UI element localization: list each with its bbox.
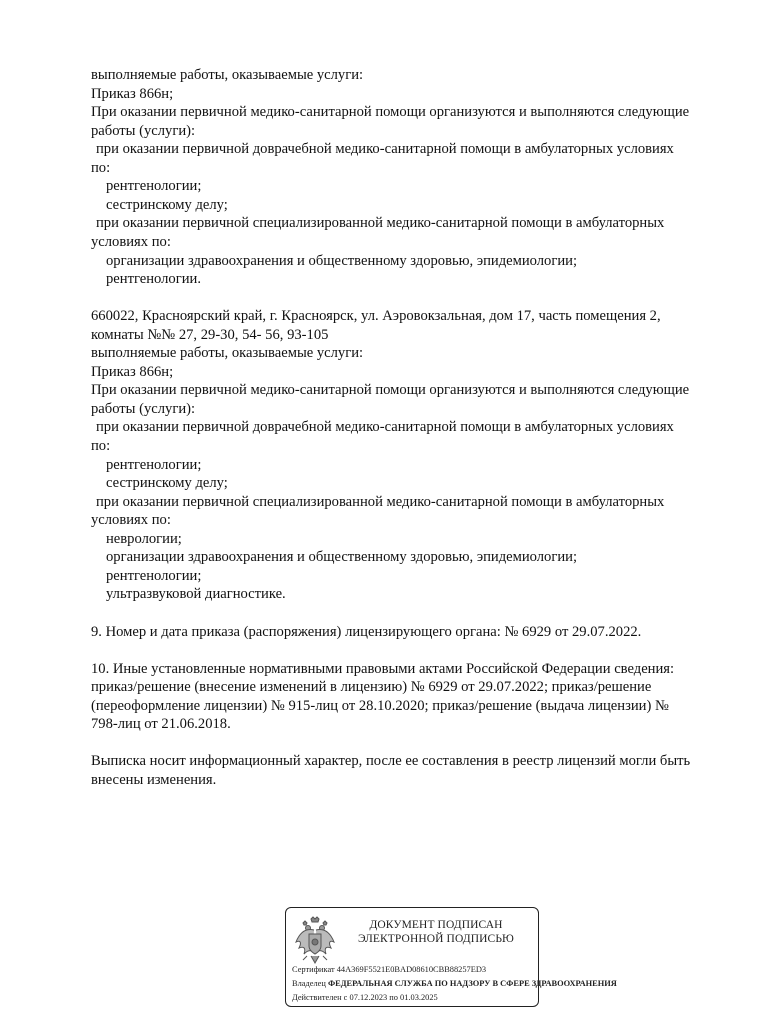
certificate-label: Сертификат bbox=[292, 965, 335, 974]
text-line: При оказании первичной медико-санитарной помощи организуются и выполняются следующие bbox=[91, 104, 690, 121]
text-line: выполняемые работы, оказываемые услуги: bbox=[91, 345, 364, 362]
certificate-value: 44A369F5521E0BAD08610CBB88257ED3 bbox=[336, 965, 487, 974]
text-line: При оказании первичной медико-санитарной помощи организуются и выполняются следующие bbox=[91, 382, 690, 399]
stamp-certificate bbox=[292, 965, 486, 974]
text-line: организации здравоохранения и общественному здоровью, эпидемиологии; bbox=[106, 252, 578, 269]
text-line: рентгенологии; bbox=[106, 178, 202, 195]
owner-label: Владелец bbox=[292, 979, 326, 988]
text-line: приказ/решение (внесение изменений в лицензию) № 6929 от 29.07.2022; приказ/решение bbox=[91, 679, 652, 696]
text-line: Выписка носит информационный характер, после ее составления в реестр лицензий могли быть bbox=[91, 753, 691, 770]
text-line: по: bbox=[91, 159, 111, 176]
text-line: 10. Иные установленные нормативными правовыми актами Российской Федерации сведения: bbox=[91, 660, 675, 677]
text-line: (переоформление лицензии) № 915-лиц от 28.10.2020; приказ/решение (выдача лицензии) № bbox=[91, 697, 669, 714]
text-line: при оказании первичной специализированной медико-санитарной помощи в амбулаторных bbox=[96, 215, 665, 232]
text-line: неврологии; bbox=[106, 530, 182, 547]
stamp-validity bbox=[292, 993, 438, 1002]
stamp-title-line1: ДОКУМЕНТ ПОДПИСАН bbox=[369, 919, 503, 931]
text-line: Приказ 866н; bbox=[91, 363, 174, 380]
owner-value: ФЕДЕРАЛЬНАЯ СЛУЖБА ПО НАДЗОРУ В СФЕРЕ ЗДРАВООХРАНЕНИЯ bbox=[327, 979, 617, 988]
text-line: при оказании первичной доврачебной медико-санитарной помощи в амбулаторных условиях bbox=[96, 141, 674, 158]
text-line: выполняемые работы, оказываемые услуги: bbox=[91, 67, 364, 83]
text-line: внесены изменения. bbox=[91, 771, 217, 788]
text-line: 9. Номер и дата приказа (распоряжения) лицензирующего органа: № 6929 от 29.07.2022. bbox=[91, 623, 642, 640]
text-line: организации здравоохранения и общественному здоровью, эпидемиологии; bbox=[106, 549, 578, 566]
text-line: комнаты №№ 27, 29-30, 54- 56, 93-105 bbox=[91, 326, 329, 343]
text-line: сестринскому делу; bbox=[106, 475, 228, 492]
electronic-signature-stamp bbox=[285, 907, 617, 1007]
text-line: условиях по: bbox=[91, 234, 171, 250]
stamp-owner bbox=[292, 979, 617, 988]
text-line: работы (услуги): bbox=[91, 400, 196, 417]
stamp-title-line2: ЭЛЕКТРОННОЙ ПОДПИСЬЮ bbox=[358, 933, 514, 945]
text-line: Приказ 866н; bbox=[91, 85, 174, 102]
text-line: сестринскому делу; bbox=[106, 196, 228, 213]
text-line: 660022, Красноярский край, г. Красноярск, ул. Аэровокзальная, дом 17, часть помещения 2, bbox=[91, 308, 661, 325]
text-line: рентгенологии; bbox=[106, 456, 202, 473]
text-line: при оказании первичной специализированной медико-санитарной помощи в амбулаторных bbox=[96, 493, 665, 510]
text-line: при оказании первичной доврачебной медико-санитарной помощи в амбулаторных условиях bbox=[96, 419, 674, 436]
text-line: рентгенологии; bbox=[106, 567, 202, 584]
text-line: условиях по: bbox=[91, 512, 171, 529]
text-line: работы (услуги): bbox=[91, 122, 196, 139]
valid-to-label: по bbox=[389, 993, 398, 1002]
text-line: ультразвуковой диагностике. bbox=[106, 586, 286, 603]
coat-of-arms-icon bbox=[294, 916, 336, 966]
text-line: по: bbox=[91, 438, 111, 454]
valid-label: Действителен с bbox=[292, 993, 348, 1002]
text-line: 798-лиц от 21.06.2018. bbox=[91, 716, 231, 733]
valid-from: 07.12.2023 bbox=[349, 993, 388, 1002]
valid-to: 01.03.2025 bbox=[400, 993, 438, 1002]
text-line: рентгенологии. bbox=[106, 271, 201, 288]
